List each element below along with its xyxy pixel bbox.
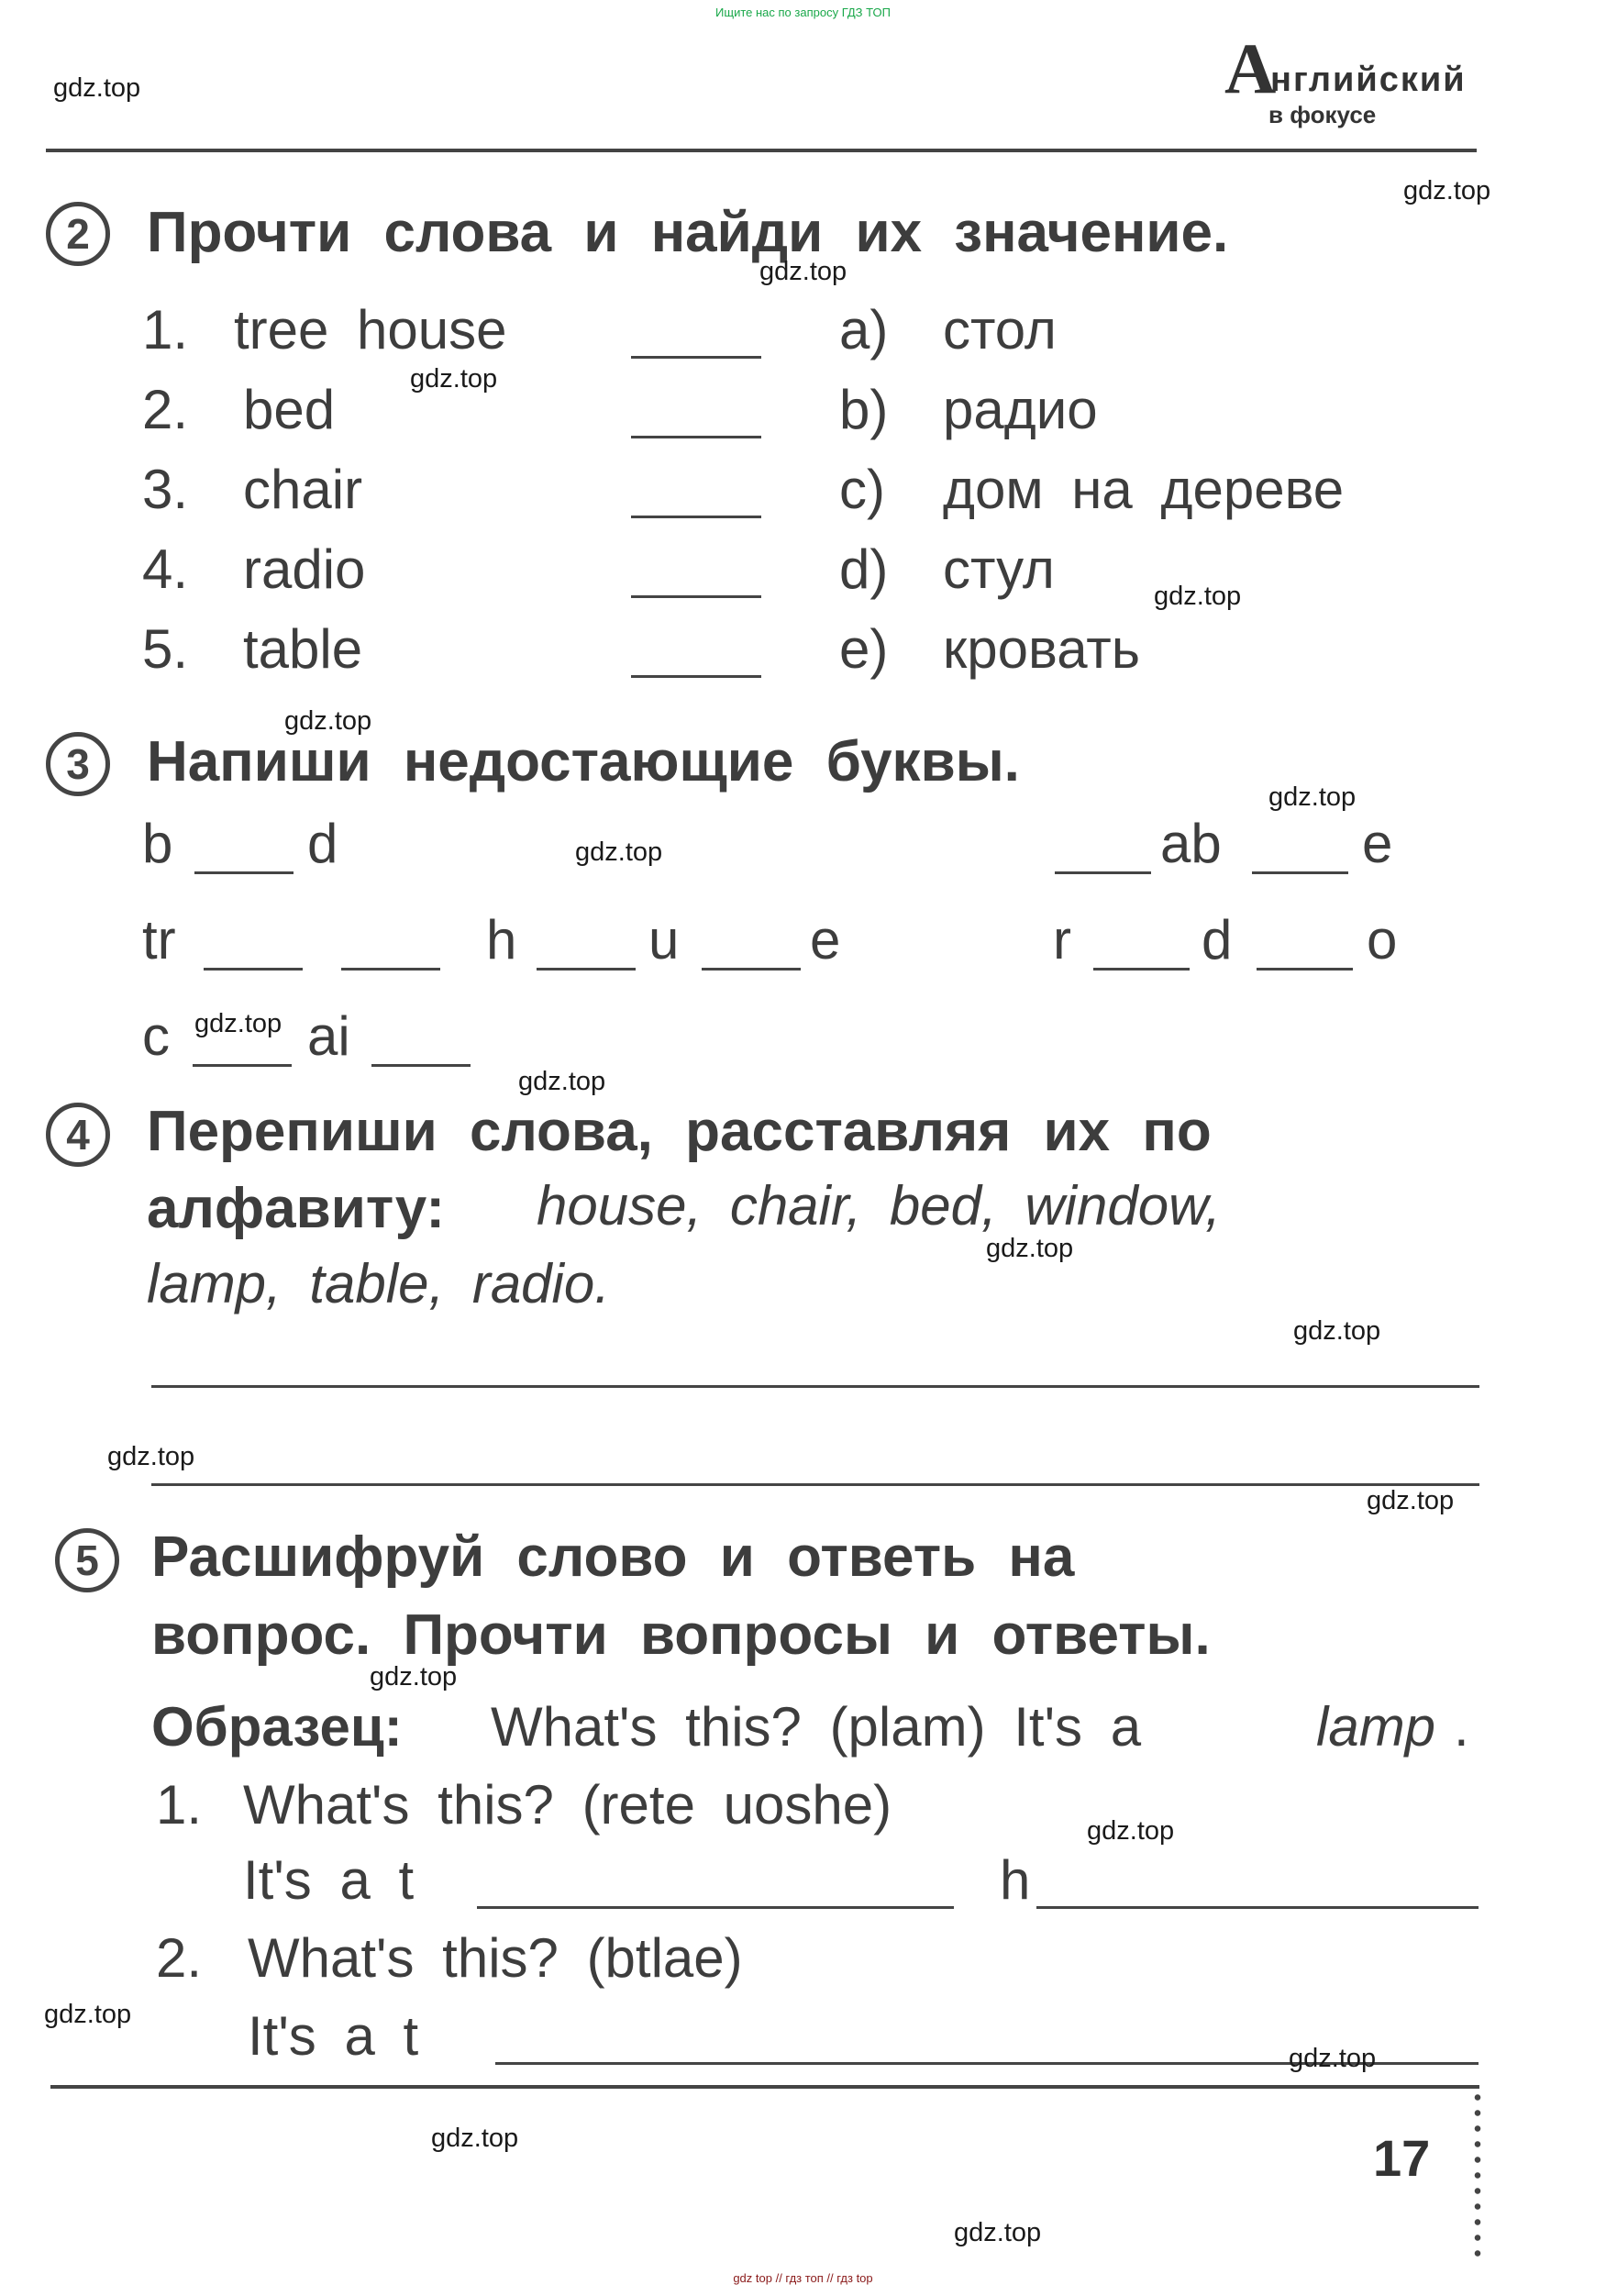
ex4-answer-line-1[interactable] <box>151 1385 1479 1388</box>
ex3-chair-blank-2[interactable] <box>371 1064 471 1067</box>
page-number: 17 <box>1373 2129 1431 2187</box>
ex2-meaning-b: радио <box>943 379 1098 440</box>
ex3-table-e: e <box>1362 813 1393 874</box>
ex2-word-5: table <box>243 618 363 680</box>
logo-rest: нглийский <box>1270 61 1467 99</box>
ex2-word-4-num: 4. <box>142 538 189 600</box>
ex5-q1-blank-1[interactable] <box>477 1906 954 1909</box>
ex3-treehouse-blank-3[interactable] <box>537 968 636 971</box>
ex5-q1-answer-start: It's a t <box>243 1849 415 1911</box>
ex3-radio-r: r <box>1053 909 1071 971</box>
exercise-2-title: Прочти слова и найди их значение. <box>147 201 1229 264</box>
ex2-answer-blank-1[interactable] <box>631 356 761 359</box>
ex3-radio-blank-2[interactable] <box>1257 968 1353 971</box>
watermark: gdz.top <box>44 2000 132 2029</box>
ex2-word-1: tree house <box>234 299 507 360</box>
ex5-example-label: Образец: <box>151 1696 403 1758</box>
watermark: gdz.top <box>986 1234 1074 1263</box>
ex2-word-3-num: 3. <box>142 459 189 520</box>
watermark: gdz.top <box>107 1442 195 1471</box>
watermark: gdz.top <box>284 706 372 736</box>
ex3-table-ab: ab <box>1160 813 1222 874</box>
ex5-q1-blank-2[interactable] <box>1036 1906 1479 1909</box>
ex3-radio-blank-1[interactable] <box>1093 968 1190 971</box>
ex2-meaning-c: дом на дереве <box>943 459 1345 520</box>
ex2-word-2-num: 2. <box>142 379 189 440</box>
exercise-5-title-line2: вопрос. Прочти вопросы и ответы. <box>151 1603 1211 1667</box>
watermark: gdz.top <box>431 2124 519 2153</box>
watermark: gdz.top <box>1268 782 1357 812</box>
ex5-q1-answer-h: h <box>1000 1849 1031 1911</box>
ex2-answer-blank-3[interactable] <box>631 516 761 518</box>
top-rule <box>46 149 1477 152</box>
watermark: gdz.top <box>1087 1816 1175 1846</box>
ex3-treehouse-blank-4[interactable] <box>702 968 801 971</box>
ex5-example-text: What's this? (plam) It's a <box>491 1696 1142 1758</box>
ex5-q2-answer-start: It's a t <box>248 2005 419 2067</box>
ex2-answer-blank-2[interactable] <box>631 436 761 438</box>
ex2-word-4: radio <box>243 538 366 600</box>
ex3-radio-o: o <box>1367 909 1398 971</box>
ex5-example-answer: lamp <box>1316 1696 1436 1758</box>
ex3-treehouse-e: e <box>810 909 841 971</box>
ex5-q1-number: 1. <box>156 1774 203 1836</box>
logo-big-letter: А <box>1224 28 1277 108</box>
ex2-meaning-b-letter: b) <box>839 379 889 440</box>
ex3-table-blank-2[interactable] <box>1252 871 1348 874</box>
ex2-meaning-e: кровать <box>943 618 1140 680</box>
ex2-meaning-d-letter: d) <box>839 538 889 600</box>
ex2-meaning-a: стол <box>943 299 1057 360</box>
bleed-through-text <box>1174 303 1190 366</box>
ex2-word-3: chair <box>243 459 363 520</box>
watermark: gdz.top <box>518 1067 606 1096</box>
exercise-5-number: 5 <box>55 1528 119 1592</box>
ex2-meaning-a-letter: a) <box>839 299 889 360</box>
ex2-meaning-c-letter: c) <box>839 459 885 520</box>
ex3-chair-blank-1[interactable] <box>193 1064 292 1067</box>
exercise-4-title-line1: Перепиши слова, расставляя их по <box>147 1100 1212 1163</box>
watermark: gdz.top <box>370 1662 458 1691</box>
watermark: gdz.top <box>53 73 141 103</box>
ex3-table-blank-1[interactable] <box>1055 871 1151 874</box>
page-edge-dots <box>1474 2090 1481 2264</box>
ex2-meaning-d: стул <box>943 538 1055 600</box>
watermark: gdz.top <box>1289 2044 1377 2073</box>
logo <box>1224 28 1472 138</box>
ex5-q2-number: 2. <box>156 1927 203 1989</box>
ex5-example-end: . <box>1454 1696 1469 1758</box>
ex2-word-5-num: 5. <box>142 618 189 680</box>
ex2-word-1-num: 1. <box>142 299 189 360</box>
ex3-bed-b: b <box>142 813 173 874</box>
bottom-banner: gdz top // гдз топ // гдз top <box>733 2271 873 2285</box>
ex2-answer-blank-4[interactable] <box>631 595 761 598</box>
ex3-treehouse-u: u <box>648 909 680 971</box>
watermark: gdz.top <box>1293 1316 1381 1346</box>
watermark: gdz.top <box>759 257 847 286</box>
watermark: gdz.top <box>575 837 663 867</box>
watermark: gdz.top <box>1403 176 1491 205</box>
exercise-4-words-line2: house, chair, bed, window, <box>537 1175 1221 1237</box>
ex2-answer-blank-5[interactable] <box>631 675 761 678</box>
ex3-treehouse-tr: tr <box>142 909 176 971</box>
exercise-4-number: 4 <box>46 1103 110 1167</box>
watermark: gdz.top <box>954 2218 1042 2247</box>
exercise-4-words-line3: lamp, table, radio. <box>147 1253 610 1314</box>
watermark: gdz.top <box>194 1009 282 1038</box>
ex2-word-2: bed <box>243 379 336 440</box>
ex3-chair-ai: ai <box>307 1005 350 1067</box>
ex3-bed-blank[interactable] <box>194 871 294 874</box>
bottom-rule <box>50 2085 1479 2089</box>
watermark: gdz.top <box>1367 1486 1455 1515</box>
watermark: gdz.top <box>410 364 498 394</box>
watermark: gdz.top <box>1154 582 1242 611</box>
ex3-bed-d: d <box>307 813 338 874</box>
ex5-q1-text: What's this? (rete uoshe) <box>243 1774 892 1836</box>
exercise-2-number: 2 <box>46 202 110 266</box>
logo-subtitle: в фокусе <box>1268 101 1377 128</box>
exercise-4-title-line2-bold: алфавиту: <box>147 1177 446 1240</box>
ex3-treehouse-h: h <box>486 909 517 971</box>
ex3-radio-d: d <box>1202 909 1233 971</box>
ex4-answer-line-2[interactable] <box>151 1483 1479 1486</box>
exercise-3-title: Напиши недостающие буквы. <box>147 730 1020 793</box>
exercise-3-number: 3 <box>46 732 110 796</box>
ex2-meaning-e-letter: e) <box>839 618 889 680</box>
top-banner: Ищите нас по запросу ГДЗ ТОП <box>715 6 891 19</box>
ex5-q2-text: What's this? (btlae) <box>248 1927 743 1989</box>
ex3-treehouse-blank-2[interactable] <box>341 968 440 971</box>
ex3-chair-c: c <box>142 1005 170 1067</box>
ex3-treehouse-blank-1[interactable] <box>204 968 303 971</box>
exercise-5-title-line1: Расшифруй слово и ответь на <box>151 1525 1075 1589</box>
